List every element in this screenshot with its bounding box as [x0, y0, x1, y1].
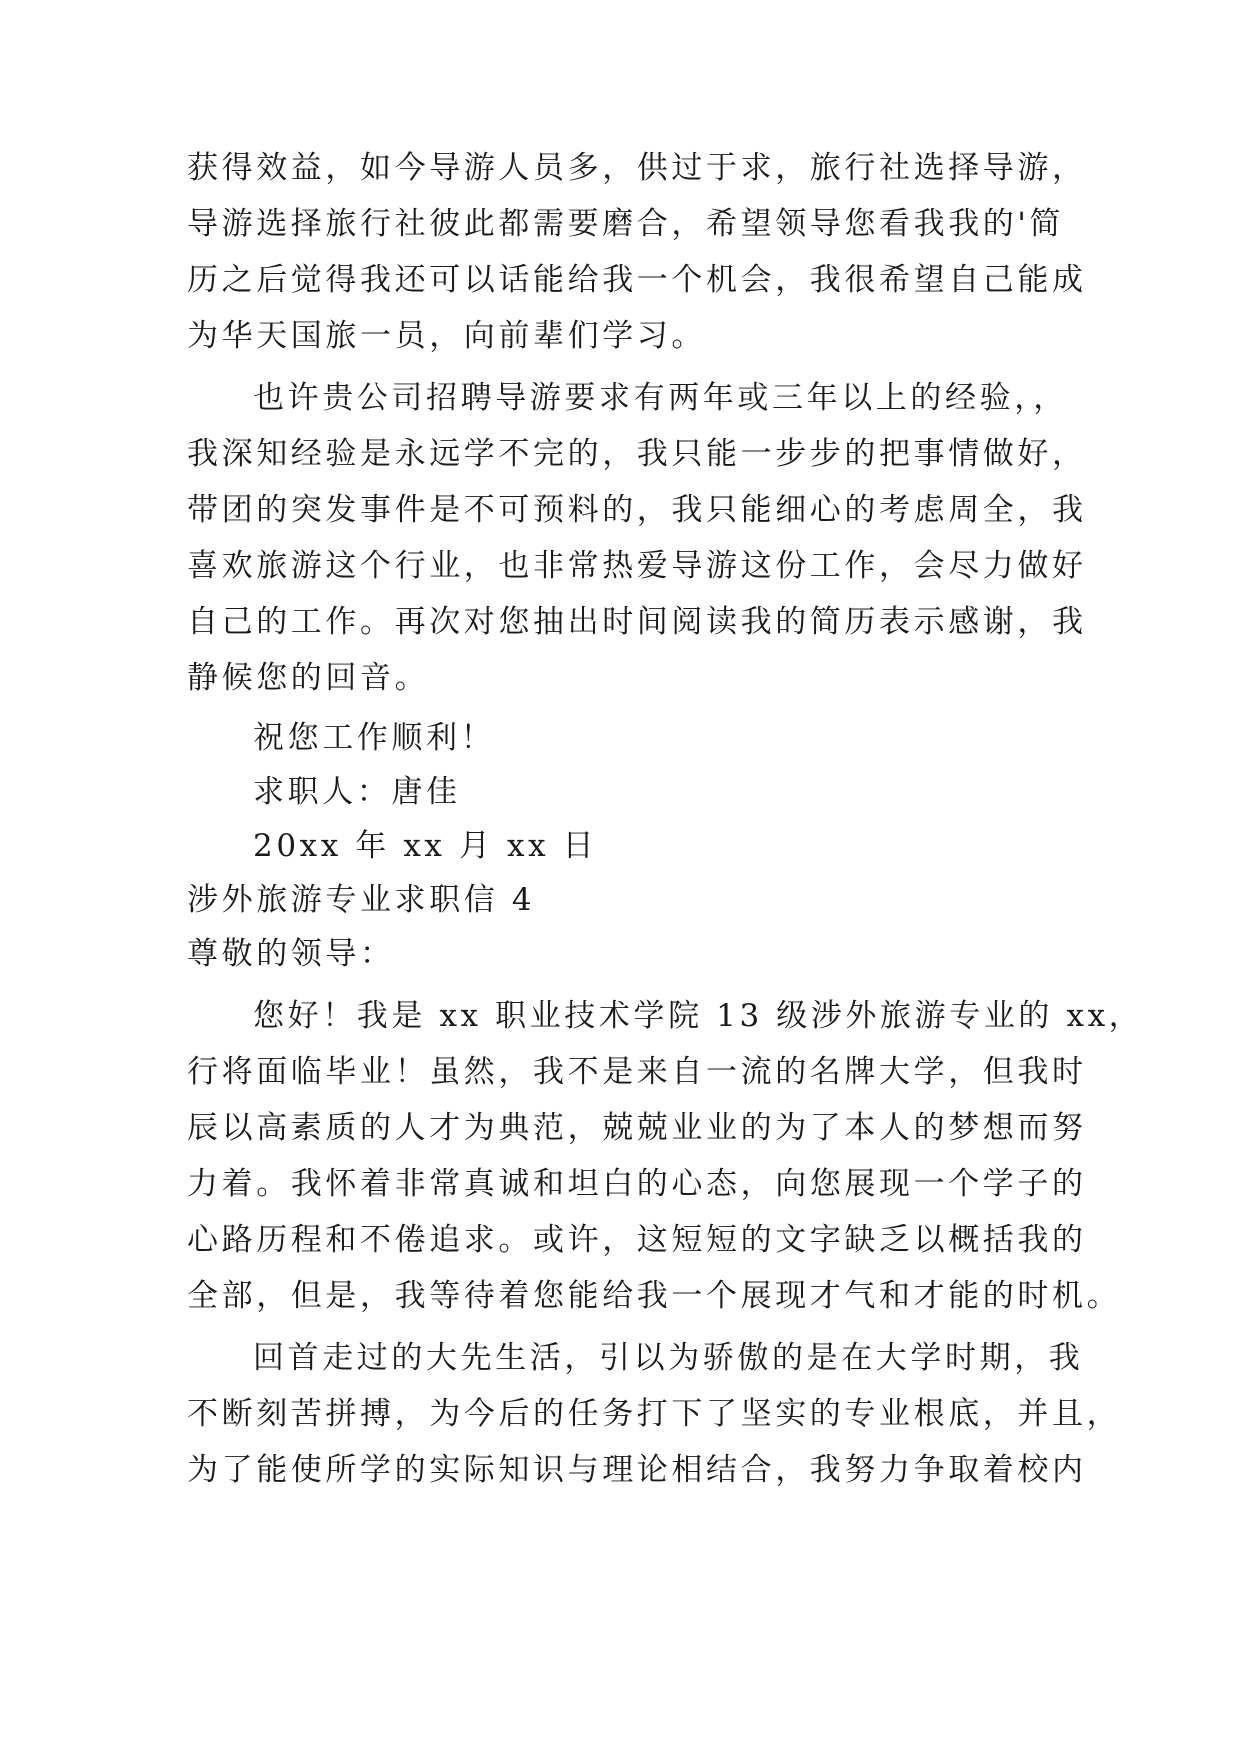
text-line: 导游选择旅行社彼此都需要磨合，希望领导您看我我的'简	[187, 206, 1065, 242]
text-line: 历之后觉得我还可以话能给我一个机会，我很希望自己能成	[187, 262, 1087, 298]
salutation: 尊敬的领导：	[187, 936, 395, 972]
text-line: 自己的工作。再次对您抽出时间阅读我的简历表示感谢，我	[187, 604, 1087, 640]
text-line: 全部，但是，我等待着您能给我一个展现才气和才能的时机。	[187, 1278, 1122, 1314]
text-line: 我深知经验是永远学不完的，我只能一步步的把事情做好，	[187, 436, 1087, 472]
text-line: 为华天国旅一员，向前辈们学习。	[187, 318, 706, 354]
text-line: 力着。我怀着非常真诚和坦白的心态，向您展现一个学子的	[187, 1166, 1087, 1202]
text-line: 带团的突发事件是不可预料的，我只能细心的考虑周全，我	[187, 492, 1087, 528]
letter-date: 20xx 年 xx 月 xx 日	[253, 828, 598, 864]
text-line: 也许贵公司招聘导游要求有两年或三年以上的经验，，	[253, 380, 1068, 416]
text-line: 心路历程和不倦追求。或许，这短短的文字缺乏以概括我的	[187, 1222, 1087, 1258]
text-line: 静候您的回音。	[187, 660, 430, 696]
text-line: 获得效益，如今导游人员多，供过于求，旅行社选择导游，	[187, 150, 1087, 186]
text-line: 辰以高素质的人才为典范，兢兢业业的为了本人的梦想而努	[187, 1110, 1087, 1146]
text-line: 喜欢旅游这个行业，也非常热爱导游这份工作，会尽力做好	[187, 548, 1087, 584]
section-title: 涉外旅游专业求职信 4	[187, 882, 536, 918]
text-line: 您好！我是 xx 职业技术学院 13 级涉外旅游专业的 xx，	[253, 998, 1144, 1034]
text-line: 不断刻苦拼搏，为今后的任务打下了坚实的专业根底，并且，	[187, 1396, 1122, 1432]
text-line: 回首走过的大先生活，引以为骄傲的是在大学时期，我	[253, 1340, 1084, 1376]
text-line: 为了能使所学的实际知识与理论相结合，我努力争取着校内	[187, 1452, 1087, 1488]
applicant-signature: 求职人：唐佳	[253, 774, 461, 810]
closing-wish: 祝您工作顺利！	[253, 720, 496, 756]
text-line: 行将面临毕业！虽然，我不是来自一流的名牌大学，但我时	[187, 1054, 1087, 1090]
